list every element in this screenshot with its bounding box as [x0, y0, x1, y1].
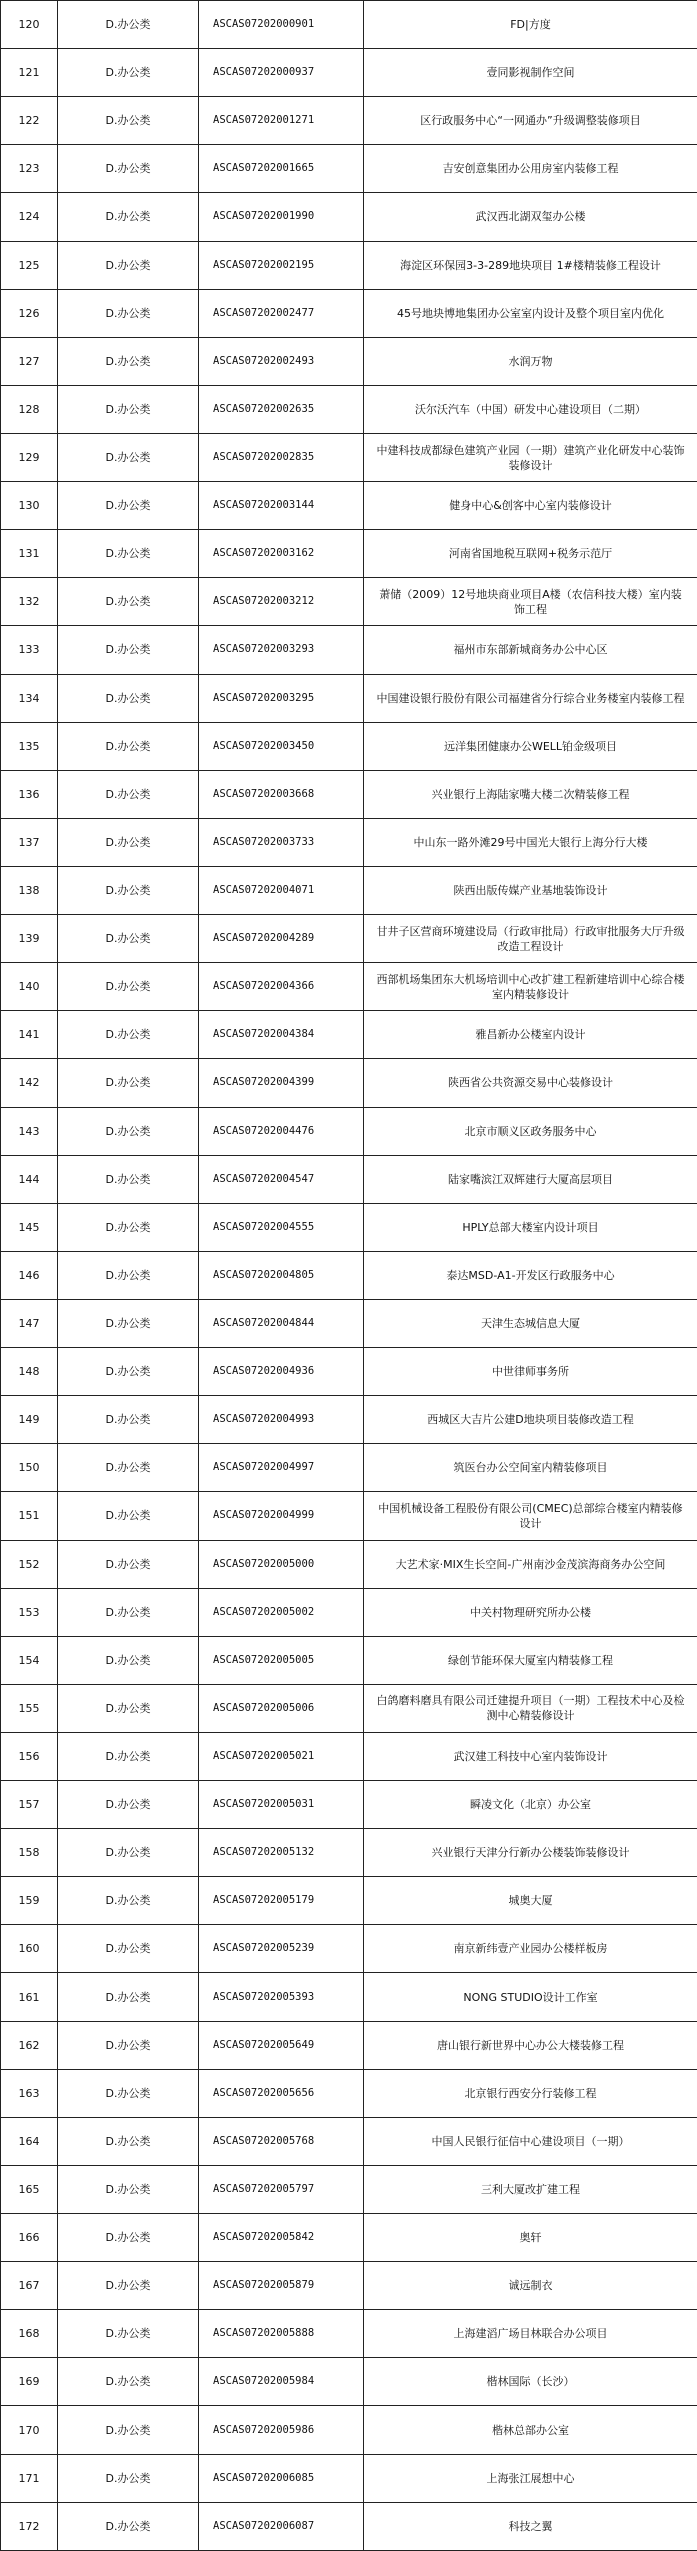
project-code-cell: ASCAS07202004476: [199, 1107, 364, 1155]
project-code-cell: ASCAS07202005006: [199, 1684, 364, 1732]
table-row: [1, 1829, 697, 1877]
table-row: [1, 722, 697, 770]
category-cell: D.办公类: [58, 1299, 199, 1347]
row-number-cell: 156: [1, 1732, 58, 1780]
row-number-cell: 138: [1, 866, 58, 914]
project-code-cell: ASCAS07202003293: [199, 626, 364, 674]
project-name-cell: 陕西省公共资源交易中心装修设计: [364, 1059, 697, 1107]
row-number-cell: 153: [1, 1588, 58, 1636]
table-row: [1, 482, 697, 530]
project-name-cell: 科技之翼: [364, 2502, 697, 2550]
project-name-cell: 绿创节能环保大厦室内精装修工程: [364, 1636, 697, 1684]
category-cell: D.办公类: [58, 2117, 199, 2165]
project-code-cell: ASCAS07202004366: [199, 963, 364, 1011]
project-code-cell: ASCAS07202005031: [199, 1781, 364, 1829]
category-cell: D.办公类: [58, 1348, 199, 1396]
category-cell: D.办公类: [58, 1732, 199, 1780]
project-code-cell: ASCAS07202001665: [199, 145, 364, 193]
row-number-cell: 172: [1, 2502, 58, 2550]
row-number-cell: 171: [1, 2454, 58, 2502]
category-cell: D.办公类: [58, 1155, 199, 1203]
category-cell: D.办公类: [58, 722, 199, 770]
category-cell: D.办公类: [58, 2165, 199, 2213]
row-number-cell: 166: [1, 2214, 58, 2262]
project-name-cell: 泰达MSD-A1-开发区行政服务中心: [364, 1251, 697, 1299]
table-row: [1, 97, 697, 145]
table-row: [1, 1155, 697, 1203]
project-name-cell: 上海张江展想中心: [364, 2454, 697, 2502]
category-cell: D.办公类: [58, 433, 199, 481]
table-row: [1, 1925, 697, 1973]
table-row: [1, 1011, 697, 1059]
project-name-cell: 南京新纬壹产业园办公楼样板房: [364, 1925, 697, 1973]
table-row: [1, 1684, 697, 1732]
category-cell: D.办公类: [58, 1684, 199, 1732]
project-name-cell: 三利大厦改扩建工程: [364, 2165, 697, 2213]
row-number-cell: 140: [1, 963, 58, 1011]
category-cell: D.办公类: [58, 1636, 199, 1684]
category-cell: D.办公类: [58, 1203, 199, 1251]
table-body: [1, 1, 697, 2551]
category-cell: D.办公类: [58, 1107, 199, 1155]
row-number-cell: 143: [1, 1107, 58, 1155]
table-row: [1, 1781, 697, 1829]
category-cell: D.办公类: [58, 2214, 199, 2262]
row-number-cell: 155: [1, 1684, 58, 1732]
project-name-cell: HPLY总部大楼室内设计项目: [364, 1203, 697, 1251]
row-number-cell: 130: [1, 482, 58, 530]
project-name-cell: 上海建滔广场目林联合办公项目: [364, 2310, 697, 2358]
project-name-cell: 区行政服务中心“一网通办”升级调整装修项目: [364, 97, 697, 145]
table-row: [1, 241, 697, 289]
row-number-cell: 162: [1, 2021, 58, 2069]
row-number-cell: 164: [1, 2117, 58, 2165]
table-row: [1, 1588, 697, 1636]
project-name-cell: 河南省国地税互联网+税务示范厅: [364, 530, 697, 578]
table-row: [1, 578, 697, 626]
category-cell: D.办公类: [58, 2310, 199, 2358]
row-number-cell: 137: [1, 818, 58, 866]
table-row: [1, 2117, 697, 2165]
project-code-cell: ASCAS07202003212: [199, 578, 364, 626]
row-number-cell: 168: [1, 2310, 58, 2358]
project-name-cell: 壹同影视制作空间: [364, 49, 697, 97]
project-code-cell: ASCAS07202001990: [199, 193, 364, 241]
category-cell: D.办公类: [58, 1, 199, 49]
category-cell: D.办公类: [58, 1781, 199, 1829]
row-number-cell: 157: [1, 1781, 58, 1829]
table-row: [1, 2021, 697, 2069]
table-row: [1, 385, 697, 433]
project-name-cell: 健身中心&创客中心室内装修设计: [364, 482, 697, 530]
project-name-cell: 楷林国际（长沙）: [364, 2358, 697, 2406]
row-number-cell: 160: [1, 1925, 58, 1973]
category-cell: D.办公类: [58, 915, 199, 963]
category-cell: D.办公类: [58, 193, 199, 241]
row-number-cell: 163: [1, 2069, 58, 2117]
project-name-cell: 兴业银行天津分行新办公楼装饰装修设计: [364, 1829, 697, 1877]
project-code-cell: ASCAS07202005179: [199, 1877, 364, 1925]
row-number-cell: 158: [1, 1829, 58, 1877]
category-cell: D.办公类: [58, 530, 199, 578]
table-row: [1, 866, 697, 914]
row-number-cell: 127: [1, 337, 58, 385]
row-number-cell: 170: [1, 2406, 58, 2454]
project-code-cell: ASCAS07202004997: [199, 1444, 364, 1492]
table-row: [1, 1203, 697, 1251]
project-name-cell: 萧储（2009）12号地块商业项目A楼（农信科技大楼）室内装饰工程: [364, 578, 697, 626]
row-number-cell: 146: [1, 1251, 58, 1299]
row-number-cell: 136: [1, 770, 58, 818]
project-code-cell: ASCAS07202003450: [199, 722, 364, 770]
project-code-cell: ASCAS07202005021: [199, 1732, 364, 1780]
category-cell: D.办公类: [58, 1251, 199, 1299]
project-code-cell: ASCAS07202003295: [199, 674, 364, 722]
category-cell: D.办公类: [58, 385, 199, 433]
category-cell: D.办公类: [58, 289, 199, 337]
project-code-cell: ASCAS07202005984: [199, 2358, 364, 2406]
project-name-cell: 城奥大厦: [364, 1877, 697, 1925]
table-row: [1, 2262, 697, 2310]
table-row: [1, 626, 697, 674]
project-code-cell: ASCAS07202002635: [199, 385, 364, 433]
project-name-cell: 楷林总部办公室: [364, 2406, 697, 2454]
project-code-cell: ASCAS07202005842: [199, 2214, 364, 2262]
category-cell: D.办公类: [58, 337, 199, 385]
category-cell: D.办公类: [58, 2502, 199, 2550]
table-row: [1, 289, 697, 337]
project-code-cell: ASCAS07202003668: [199, 770, 364, 818]
row-number-cell: 132: [1, 578, 58, 626]
row-number-cell: 121: [1, 49, 58, 97]
category-cell: D.办公类: [58, 818, 199, 866]
project-name-cell: 中国机械设备工程股份有限公司(CMEC)总部综合楼室内精装修设计: [364, 1492, 697, 1540]
project-code-cell: ASCAS07202000937: [199, 49, 364, 97]
table-row: [1, 1540, 697, 1588]
row-number-cell: 124: [1, 193, 58, 241]
table-row: [1, 145, 697, 193]
project-name-cell: 福州市东部新城商务办公中心区: [364, 626, 697, 674]
project-code-cell: ASCAS07202004936: [199, 1348, 364, 1396]
table-row: [1, 2406, 697, 2454]
row-number-cell: 151: [1, 1492, 58, 1540]
project-code-cell: ASCAS07202004805: [199, 1251, 364, 1299]
project-name-cell: 诚远制衣: [364, 2262, 697, 2310]
row-number-cell: 152: [1, 1540, 58, 1588]
table-row: [1, 674, 697, 722]
project-code-cell: ASCAS07202002195: [199, 241, 364, 289]
row-number-cell: 154: [1, 1636, 58, 1684]
category-cell: D.办公类: [58, 1011, 199, 1059]
row-number-cell: 159: [1, 1877, 58, 1925]
category-cell: D.办公类: [58, 2454, 199, 2502]
table-row: [1, 530, 697, 578]
project-name-cell: 中世律师事务所: [364, 1348, 697, 1396]
project-name-cell: 西部机场集团东大机场培训中心改扩建工程新建培训中心综合楼室内精装修设计: [364, 963, 697, 1011]
project-name-cell: 45号地块博地集团办公室室内设计及整个项目室内优化: [364, 289, 697, 337]
table-row: [1, 2502, 697, 2550]
project-name-cell: 唐山银行新世界中心办公大楼装修工程: [364, 2021, 697, 2069]
category-cell: D.办公类: [58, 1444, 199, 1492]
category-cell: D.办公类: [58, 1588, 199, 1636]
project-code-cell: ASCAS07202006087: [199, 2502, 364, 2550]
project-name-cell: 筑医台办公空间室内精装修项目: [364, 1444, 697, 1492]
table-row: [1, 1348, 697, 1396]
table-row: [1, 1973, 697, 2021]
project-code-cell: ASCAS07202004555: [199, 1203, 364, 1251]
project-code-cell: ASCAS07202004993: [199, 1396, 364, 1444]
category-cell: D.办公类: [58, 1059, 199, 1107]
row-number-cell: 161: [1, 1973, 58, 2021]
project-code-cell: ASCAS07202005132: [199, 1829, 364, 1877]
category-cell: D.办公类: [58, 97, 199, 145]
project-name-cell: 海淀区环保园3-3-289地块项目 1#楼精装修工程设计: [364, 241, 697, 289]
category-cell: D.办公类: [58, 578, 199, 626]
project-code-cell: ASCAS07202004399: [199, 1059, 364, 1107]
table-row: [1, 433, 697, 481]
row-number-cell: 134: [1, 674, 58, 722]
row-number-cell: 144: [1, 1155, 58, 1203]
row-number-cell: 147: [1, 1299, 58, 1347]
project-code-cell: ASCAS07202005986: [199, 2406, 364, 2454]
project-name-cell: 北京市顺义区政务服务中心: [364, 1107, 697, 1155]
table-row: [1, 49, 697, 97]
category-cell: D.办公类: [58, 674, 199, 722]
table-row: [1, 963, 697, 1011]
category-cell: D.办公类: [58, 49, 199, 97]
category-cell: D.办公类: [58, 963, 199, 1011]
row-number-cell: 142: [1, 1059, 58, 1107]
project-code-cell: ASCAS07202005393: [199, 1973, 364, 2021]
row-number-cell: 126: [1, 289, 58, 337]
category-cell: D.办公类: [58, 145, 199, 193]
table-row: [1, 1107, 697, 1155]
row-number-cell: 148: [1, 1348, 58, 1396]
project-name-cell: 雅昌新办公楼室内设计: [364, 1011, 697, 1059]
project-code-cell: ASCAS07202003162: [199, 530, 364, 578]
project-name-cell: 吉安创意集团办公用房室内装修工程: [364, 145, 697, 193]
row-number-cell: 169: [1, 2358, 58, 2406]
project-name-cell: 兴业银行上海陆家嘴大楼二次精装修工程: [364, 770, 697, 818]
project-code-cell: ASCAS07202005002: [199, 1588, 364, 1636]
project-code-cell: ASCAS07202002493: [199, 337, 364, 385]
category-cell: D.办公类: [58, 2069, 199, 2117]
project-code-cell: ASCAS07202006085: [199, 2454, 364, 2502]
row-number-cell: 167: [1, 2262, 58, 2310]
row-number-cell: 135: [1, 722, 58, 770]
project-code-cell: ASCAS07202005797: [199, 2165, 364, 2213]
project-name-cell: 武汉西北湖双玺办公楼: [364, 193, 697, 241]
row-number-cell: 120: [1, 1, 58, 49]
row-number-cell: 149: [1, 1396, 58, 1444]
project-name-cell: 陕西出版传媒产业基地装饰设计: [364, 866, 697, 914]
table-row: [1, 1059, 697, 1107]
project-code-cell: ASCAS07202004547: [199, 1155, 364, 1203]
category-cell: D.办公类: [58, 2262, 199, 2310]
table-row: [1, 770, 697, 818]
category-cell: D.办公类: [58, 2358, 199, 2406]
project-code-cell: ASCAS07202003733: [199, 818, 364, 866]
project-code-cell: ASCAS07202005649: [199, 2021, 364, 2069]
project-code-cell: ASCAS07202005768: [199, 2117, 364, 2165]
table-row: [1, 818, 697, 866]
project-name-cell: 中国建设银行股份有限公司福建省分行综合业务楼室内装修工程: [364, 674, 697, 722]
project-code-cell: ASCAS07202003144: [199, 482, 364, 530]
row-number-cell: 150: [1, 1444, 58, 1492]
category-cell: D.办公类: [58, 482, 199, 530]
project-code-cell: ASCAS07202004289: [199, 915, 364, 963]
project-code-cell: ASCAS07202004844: [199, 1299, 364, 1347]
table-row: [1, 337, 697, 385]
project-name-cell: 中国人民银行征信中心建设项目（一期）: [364, 2117, 697, 2165]
project-name-cell: 甘井子区营商环境建设局（行政审批局）行政审批服务大厅升级改造工程设计: [364, 915, 697, 963]
project-code-cell: ASCAS07202004999: [199, 1492, 364, 1540]
table-row: [1, 1732, 697, 1780]
project-name-cell: 北京银行西安分行装修工程: [364, 2069, 697, 2117]
table-row: [1, 193, 697, 241]
project-name-cell: 西城区大吉片公建D地块项目装修改造工程: [364, 1396, 697, 1444]
project-code-cell: ASCAS07202005000: [199, 1540, 364, 1588]
project-name-cell: 中山东一路外滩29号中国光大银行上海分行大楼: [364, 818, 697, 866]
row-number-cell: 122: [1, 97, 58, 145]
table-row: [1, 1492, 697, 1540]
project-code-cell: ASCAS07202005239: [199, 1925, 364, 1973]
category-cell: D.办公类: [58, 1973, 199, 2021]
project-code-cell: ASCAS07202005656: [199, 2069, 364, 2117]
project-name-cell: 白鸽磨料磨具有限公司迁建提升项目（一期）工程技术中心及检测中心精装修设计: [364, 1684, 697, 1732]
table-row: [1, 2454, 697, 2502]
project-name-cell: 沃尔沃汽车（中国）研发中心建设项目（二期）: [364, 385, 697, 433]
table-row: [1, 2165, 697, 2213]
row-number-cell: 141: [1, 1011, 58, 1059]
project-name-cell: 天津生态城信息大厦: [364, 1299, 697, 1347]
category-cell: D.办公类: [58, 2021, 199, 2069]
category-cell: D.办公类: [58, 241, 199, 289]
row-number-cell: 125: [1, 241, 58, 289]
row-number-cell: 139: [1, 915, 58, 963]
project-name-cell: 陆家嘴滨江双辉建行大厦高层项目: [364, 1155, 697, 1203]
project-name-cell: 中关村物理研究所办公楼: [364, 1588, 697, 1636]
table-row: [1, 2310, 697, 2358]
row-number-cell: 123: [1, 145, 58, 193]
project-code-cell: ASCAS07202001271: [199, 97, 364, 145]
row-number-cell: 165: [1, 2165, 58, 2213]
category-cell: D.办公类: [58, 1877, 199, 1925]
table-row: [1, 2214, 697, 2262]
project-name-cell: 水润万物: [364, 337, 697, 385]
category-cell: D.办公类: [58, 866, 199, 914]
project-name-cell: 奥轩: [364, 2214, 697, 2262]
table-row: [1, 1, 697, 49]
row-number-cell: 128: [1, 385, 58, 433]
row-number-cell: 133: [1, 626, 58, 674]
table-row: [1, 1877, 697, 1925]
row-number-cell: 131: [1, 530, 58, 578]
project-name-cell: 中建科技成都绿色建筑产业园（一期）建筑产业化研发中心装饰装修设计: [364, 433, 697, 481]
table-row: [1, 1444, 697, 1492]
project-code-cell: ASCAS07202002835: [199, 433, 364, 481]
project-name-cell: 武汉建工科技中心室内装饰设计: [364, 1732, 697, 1780]
table-row: [1, 2358, 697, 2406]
category-cell: D.办公类: [58, 626, 199, 674]
project-name-cell: 大艺术家·MIX生长空间-广州南沙金茂滨海商务办公空间: [364, 1540, 697, 1588]
project-code-cell: ASCAS07202000901: [199, 1, 364, 49]
table-row: [1, 2069, 697, 2117]
category-cell: D.办公类: [58, 1829, 199, 1877]
row-number-cell: 129: [1, 433, 58, 481]
project-code-cell: ASCAS07202004071: [199, 866, 364, 914]
table-row: [1, 1299, 697, 1347]
project-name-cell: FD|方度: [364, 1, 697, 49]
category-cell: D.办公类: [58, 1396, 199, 1444]
project-code-cell: ASCAS07202005888: [199, 2310, 364, 2358]
category-cell: D.办公类: [58, 770, 199, 818]
row-number-cell: 145: [1, 1203, 58, 1251]
table-row: [1, 1251, 697, 1299]
category-cell: D.办公类: [58, 1925, 199, 1973]
table-row: [1, 1396, 697, 1444]
project-code-cell: ASCAS07202005005: [199, 1636, 364, 1684]
project-code-cell: ASCAS07202004384: [199, 1011, 364, 1059]
category-cell: D.办公类: [58, 2406, 199, 2454]
category-cell: D.办公类: [58, 1540, 199, 1588]
project-name-cell: 瞬凌文化（北京）办公室: [364, 1781, 697, 1829]
project-name-cell: 远洋集团健康办公WELL铂金级项目: [364, 722, 697, 770]
category-cell: D.办公类: [58, 1492, 199, 1540]
project-name-cell: NONG STUDIO设计工作室: [364, 1973, 697, 2021]
project-code-cell: ASCAS07202002477: [199, 289, 364, 337]
table-row: [1, 915, 697, 963]
project-code-cell: ASCAS07202005879: [199, 2262, 364, 2310]
table-row: [1, 1636, 697, 1684]
